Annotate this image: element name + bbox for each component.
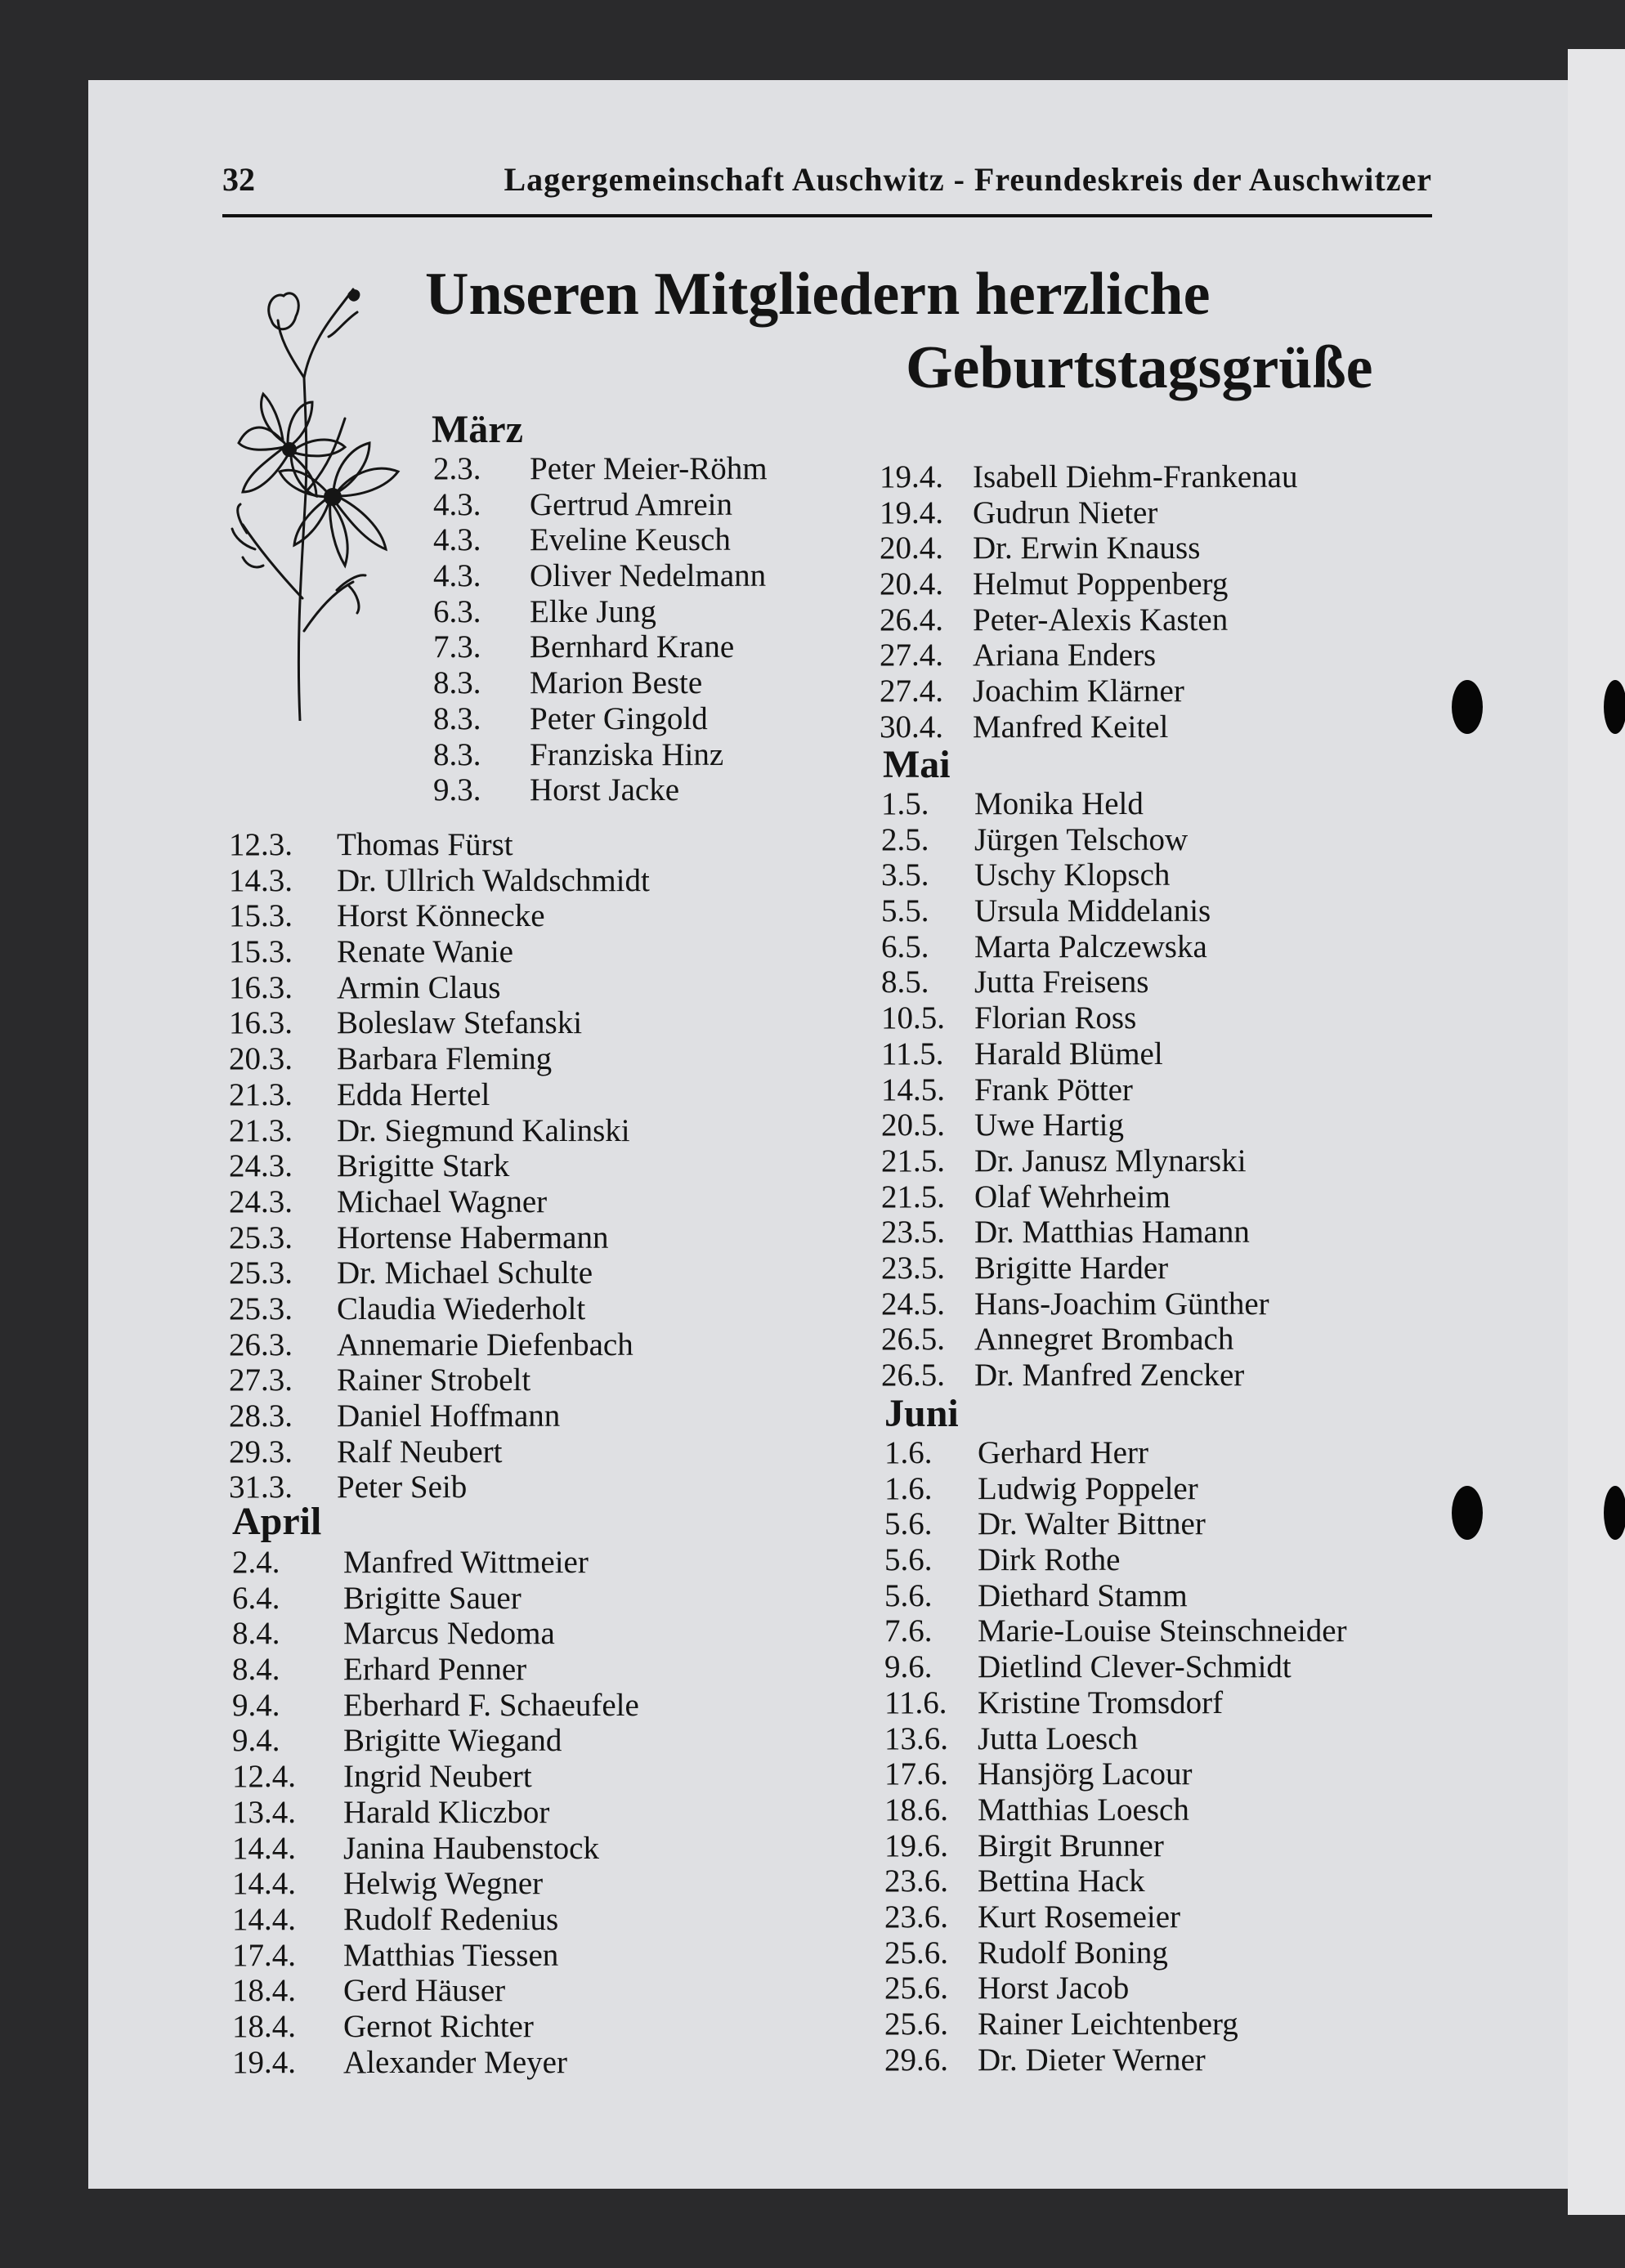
member-name: Isabell Diehm-Frankenau [973, 459, 1298, 494]
list-item [229, 1220, 850, 1256]
birthday-date: 2.3. [433, 451, 481, 486]
list-item [881, 1107, 1437, 1143]
birthday-date: 8.5. [881, 964, 929, 1000]
member-name: Jürgen Telschow [974, 821, 1189, 857]
list-item [884, 1756, 1440, 1792]
member-name: Jutta Freisens [974, 964, 1149, 1000]
member-name: Birgit Brunner [978, 1827, 1164, 1863]
list-item [229, 1041, 850, 1077]
list-item [884, 1685, 1440, 1721]
list-item [881, 1358, 1437, 1393]
birthday-date: 8.3. [433, 736, 481, 772]
member-name: Dr. Ullrich Waldschmidt [337, 862, 650, 898]
birthday-date: 27.4. [880, 637, 943, 673]
member-name: Brigitte Harder [974, 1250, 1169, 1286]
member-name: Rainer Strobelt [337, 1362, 531, 1398]
member-name: Peter Seib [337, 1470, 468, 1505]
month-heading-mai: Mai [883, 743, 951, 786]
birthday-date: 14.4. [232, 1901, 296, 1937]
list-item [884, 1613, 1440, 1649]
list-item [229, 1184, 850, 1220]
birthday-date: 20.3. [229, 1041, 293, 1077]
list-item [433, 522, 858, 558]
birthday-date: 23.6. [884, 1863, 948, 1899]
list-item [881, 1143, 1437, 1179]
member-name: Edda Hertel [337, 1076, 490, 1112]
member-name: Monika Held [974, 786, 1144, 821]
birthday-date: 30.4. [880, 709, 943, 745]
list-item [884, 1649, 1440, 1685]
birthday-date: 20.5. [881, 1107, 945, 1143]
birthday-date: 16.3. [229, 969, 293, 1005]
list-item [232, 2009, 853, 2045]
member-name: Ariana Enders [973, 637, 1157, 673]
birthday-date: 18.4. [232, 2008, 296, 2044]
birthday-date: 2.5. [881, 821, 929, 857]
list-item [229, 1005, 850, 1041]
page-title-line-1: Unseren Mitgliedern herzliche [425, 261, 1211, 328]
member-name: Elke Jung [530, 593, 656, 629]
birthday-date: 4.3. [433, 558, 481, 594]
birthday-date: 25.6. [884, 2006, 948, 2042]
birthday-date: 8.4. [232, 1652, 280, 1688]
birthday-date: 14.3. [229, 862, 293, 898]
birthday-date: 13.6. [884, 1720, 948, 1756]
list-item [884, 1542, 1440, 1578]
birthday-date: 9.4. [232, 1723, 280, 1759]
list-item [884, 1828, 1440, 1864]
list-item [881, 1286, 1437, 1322]
page-header [222, 155, 1432, 204]
member-name: Gerd Häuser [343, 1973, 506, 2009]
punch-hole-icon [1604, 1486, 1625, 1540]
birthday-date: 20.4. [880, 530, 943, 566]
birthday-date: 26.5. [881, 1322, 945, 1358]
birthday-date: 24.5. [881, 1286, 945, 1322]
member-name: Ralf Neubert [337, 1434, 503, 1470]
list-item [884, 2042, 1440, 2078]
list-item [229, 863, 850, 899]
member-name: Ludwig Poppeler [978, 1470, 1198, 1506]
member-name: Olaf Wehrheim [974, 1179, 1171, 1215]
list-item [433, 737, 858, 773]
birthday-date: 4.3. [433, 522, 481, 558]
member-name: Dietlind Clever-Schmidt [978, 1649, 1291, 1685]
member-name: Jutta Loesch [978, 1720, 1139, 1756]
member-name: Kurt Rosemeier [978, 1899, 1181, 1935]
birthday-date: 6.4. [232, 1580, 280, 1616]
member-name: Harald Kliczbor [343, 1794, 550, 1830]
list-item [880, 495, 1435, 531]
member-name: Gudrun Nieter [973, 494, 1158, 530]
member-name: Ingrid Neubert [343, 1759, 532, 1795]
member-name: Rudolf Boning [978, 1935, 1168, 1971]
list-item [232, 1902, 853, 1938]
birthday-date: 17.4. [232, 1937, 296, 1973]
punch-hole-icon [1604, 680, 1625, 734]
birthday-date: 28.3. [229, 1398, 293, 1434]
member-name: Peter-Alexis Kasten [973, 602, 1229, 637]
birthday-date: 5.6. [884, 1577, 933, 1613]
list-item [881, 1000, 1437, 1036]
member-name: Thomas Fürst [337, 827, 513, 862]
birthday-date: 26.4. [880, 602, 943, 637]
birthday-date: 26.5. [881, 1358, 945, 1393]
member-name: Matthias Loesch [978, 1792, 1189, 1827]
birthday-date: 20.4. [880, 566, 943, 602]
member-name: Hortense Habermann [337, 1219, 609, 1255]
birthday-date: 11.5. [881, 1036, 944, 1071]
list-item [880, 459, 1435, 495]
birthday-date: 26.3. [229, 1326, 293, 1362]
list-item [229, 898, 850, 934]
list-item [881, 1072, 1437, 1108]
birthday-date: 6.3. [433, 593, 481, 629]
list-item [232, 1973, 853, 2009]
member-name: Brigitte Sauer [343, 1580, 522, 1616]
member-name: Dirk Rothe [978, 1542, 1121, 1578]
birthday-date: 9.4. [232, 1687, 280, 1723]
list-item [881, 893, 1437, 929]
birthday-date: 24.3. [229, 1148, 293, 1184]
birthday-date: 25.6. [884, 1935, 948, 1971]
member-name: Diethard Stamm [978, 1577, 1188, 1613]
birthday-date: 17.6. [884, 1756, 948, 1792]
list-item [229, 1113, 850, 1149]
list-item [229, 827, 850, 863]
list-item [880, 602, 1435, 638]
member-name: Helmut Poppenberg [973, 566, 1229, 602]
member-name: Uschy Klopsch [974, 857, 1171, 893]
list-item [881, 786, 1437, 822]
birthday-list-april-right [880, 459, 1435, 745]
list-item [232, 1652, 853, 1688]
page-number: 32 [222, 161, 255, 198]
birthday-date: 6.5. [881, 928, 929, 964]
birthday-date: 29.6. [884, 2042, 948, 2078]
birthday-date: 19.6. [884, 1827, 948, 1863]
member-name: Dr. Janusz Mlynarski [974, 1143, 1247, 1179]
member-name: Annemarie Diefenbach [337, 1326, 633, 1362]
member-name: Dr. Manfred Zencker [974, 1358, 1245, 1393]
birthday-date: 14.4. [232, 1830, 296, 1866]
member-name: Michael Wagner [337, 1183, 548, 1219]
list-item [229, 1398, 850, 1434]
member-name: Marcus Nedoma [343, 1616, 555, 1652]
birthday-date: 18.4. [232, 1973, 296, 2009]
birthday-date: 13.4. [232, 1794, 296, 1830]
birthday-date: 23.5. [881, 1250, 945, 1286]
list-item [880, 673, 1435, 709]
month-heading-april: April [232, 1500, 322, 1543]
birthday-date: 23.5. [881, 1215, 945, 1250]
member-name: Boleslaw Stefanski [337, 1005, 583, 1041]
list-item [880, 637, 1435, 673]
birthday-date: 14.5. [881, 1071, 945, 1107]
member-name: Alexander Meyer [343, 2044, 567, 2080]
member-name: Manfred Keitel [973, 709, 1169, 745]
member-name: Annegret Brombach [974, 1322, 1234, 1358]
list-item [433, 558, 858, 594]
birthday-date: 7.3. [433, 629, 481, 665]
birthday-date: 24.3. [229, 1183, 293, 1219]
birthday-date: 5.5. [881, 893, 929, 929]
list-item [433, 594, 858, 630]
list-item [880, 709, 1435, 745]
list-item [884, 1863, 1440, 1899]
list-item [881, 822, 1437, 858]
month-heading-maerz: März [432, 408, 523, 451]
member-name: Hansjörg Lacour [978, 1756, 1193, 1792]
birthday-date: 9.3. [433, 772, 481, 808]
birthday-date: 9.6. [884, 1649, 933, 1685]
list-item [229, 1434, 850, 1470]
member-name: Florian Ross [974, 1000, 1137, 1036]
birthday-date: 25.6. [884, 1971, 948, 2006]
birthday-date: 5.6. [884, 1542, 933, 1578]
member-name: Marion Beste [530, 665, 703, 701]
birthday-date: 15.3. [229, 898, 293, 934]
member-name: Horst Könnecke [337, 898, 545, 934]
member-name: Peter Meier-Röhm [530, 451, 768, 486]
birthday-date: 23.6. [884, 1899, 948, 1935]
birthday-date: 21.3. [229, 1112, 293, 1148]
list-item [232, 1938, 853, 1974]
list-item [884, 1935, 1440, 1971]
birthday-date: 8.3. [433, 700, 481, 736]
birthday-date: 10.5. [881, 1000, 945, 1036]
birthday-date: 14.4. [232, 1866, 296, 1902]
list-item [884, 1435, 1440, 1471]
birthday-date: 2.4. [232, 1545, 280, 1580]
member-name: Matthias Tiessen [343, 1937, 559, 1973]
member-name: Oliver Nedelmann [530, 558, 767, 594]
list-item [433, 487, 858, 523]
member-name: Gertrud Amrein [530, 486, 733, 522]
member-name: Gernot Richter [343, 2008, 534, 2044]
list-item [232, 1759, 853, 1795]
list-item [229, 970, 850, 1006]
birthday-date: 25.3. [229, 1291, 293, 1326]
member-name: Kristine Tromsdorf [978, 1684, 1224, 1720]
birthday-date: 1.6. [884, 1470, 933, 1506]
adjacent-page-edge [1568, 49, 1625, 2215]
list-item [232, 1545, 853, 1581]
birthday-date: 1.5. [881, 786, 929, 821]
birthday-date: 27.3. [229, 1362, 293, 1398]
member-name: Armin Claus [337, 969, 501, 1005]
member-name: Daniel Hoffmann [337, 1398, 561, 1434]
birthday-date: 25.3. [229, 1255, 293, 1291]
member-name: Rainer Leichtenberg [978, 2006, 1238, 2042]
list-item [232, 1688, 853, 1724]
list-item [232, 1581, 853, 1617]
birthday-list-maerz-top [433, 451, 858, 808]
member-name: Dr. Erwin Knauss [973, 530, 1201, 566]
member-name: Joachim Klärner [973, 673, 1184, 709]
list-item [884, 1578, 1440, 1614]
list-item [881, 857, 1437, 893]
list-item [229, 1255, 850, 1291]
birthday-list-april-left [232, 1545, 853, 2080]
member-name: Hans-Joachim Günther [974, 1286, 1269, 1322]
member-name: Claudia Wiederholt [337, 1291, 586, 1326]
birthday-date: 19.4. [880, 494, 943, 530]
birthday-date: 29.3. [229, 1434, 293, 1470]
birthday-date: 3.5. [881, 857, 929, 893]
punch-hole-icon [1452, 1486, 1483, 1540]
member-name: Franziska Hinz [530, 736, 724, 772]
member-name: Frank Pötter [974, 1071, 1133, 1107]
member-name: Gerhard Herr [978, 1435, 1148, 1470]
birthday-date: 21.3. [229, 1076, 293, 1112]
list-item [881, 1179, 1437, 1215]
member-name: Eveline Keusch [530, 522, 731, 558]
member-name: Brigitte Stark [337, 1148, 510, 1184]
list-item [884, 1971, 1440, 2006]
member-name: Rudolf Redenius [343, 1901, 559, 1937]
list-item [884, 1721, 1440, 1757]
birthday-date: 8.4. [232, 1616, 280, 1652]
running-head: Lagergemeinschaft Auschwitz - Freundeskreis der Auschwitzer [504, 161, 1432, 198]
birthday-date: 16.3. [229, 1005, 293, 1041]
list-item [232, 1831, 853, 1867]
member-name: Horst Jacke [530, 772, 680, 808]
list-item [229, 1077, 850, 1113]
birthday-date: 18.6. [884, 1792, 948, 1827]
member-name: Eberhard F. Schaeufele [343, 1687, 639, 1723]
member-name: Marie-Louise Steinschneider [978, 1613, 1347, 1649]
list-item [884, 1792, 1440, 1828]
birthday-date: 7.6. [884, 1613, 933, 1649]
list-item [229, 934, 850, 970]
list-item [881, 1036, 1437, 1072]
list-item [881, 1322, 1437, 1358]
member-name: Erhard Penner [343, 1652, 527, 1688]
list-item [881, 929, 1437, 965]
list-item [232, 1723, 853, 1759]
punch-hole-icon [1452, 680, 1483, 734]
list-item [880, 566, 1435, 602]
member-name: Dr. Michael Schulte [337, 1255, 593, 1291]
member-name: Horst Jacob [978, 1971, 1130, 2006]
member-name: Peter Gingold [530, 700, 708, 736]
member-name: Dr. Matthias Hamann [974, 1215, 1250, 1250]
birthday-date: 27.4. [880, 673, 943, 709]
list-item [880, 530, 1435, 566]
list-item [232, 2045, 853, 2081]
birthday-date: 1.6. [884, 1435, 933, 1470]
member-name: Helwig Wegner [343, 1866, 544, 1902]
member-name: Renate Wanie [337, 934, 513, 970]
list-item [884, 1899, 1440, 1935]
list-item [232, 1616, 853, 1652]
list-item [229, 1362, 850, 1398]
member-name: Marta Palczewska [974, 928, 1207, 964]
member-name: Uwe Hartig [974, 1107, 1125, 1143]
list-item [232, 1795, 853, 1831]
month-heading-juni: Juni [884, 1392, 959, 1435]
list-item [881, 964, 1437, 1000]
birthday-date: 8.3. [433, 665, 481, 701]
list-item [884, 1471, 1440, 1507]
member-name: Manfred Wittmeier [343, 1545, 589, 1580]
list-item [229, 1327, 850, 1363]
member-name: Ursula Middelanis [974, 893, 1211, 929]
member-name: Dr. Dieter Werner [978, 2042, 1206, 2078]
list-item [433, 701, 858, 737]
birthday-list-juni [884, 1435, 1440, 2078]
member-name: Bernhard Krane [530, 629, 735, 665]
list-item [232, 1866, 853, 1902]
birthday-date: 5.6. [884, 1506, 933, 1542]
birthday-list-maerz-bottom [229, 827, 850, 1505]
birthday-date: 21.5. [881, 1143, 945, 1179]
birthday-date: 19.4. [232, 2044, 296, 2080]
member-name: Janina Haubenstock [343, 1830, 599, 1866]
list-item [884, 2006, 1440, 2042]
birthday-date: 12.3. [229, 827, 293, 862]
list-item [229, 1148, 850, 1184]
birthday-date: 4.3. [433, 486, 481, 522]
birthday-list-mai [881, 786, 1437, 1393]
birthday-date: 19.4. [880, 459, 943, 494]
birthday-date: 15.3. [229, 934, 293, 970]
page-title-line-2: Geburtstagsgrüße [906, 334, 1373, 401]
member-name: Dr. Siegmund Kalinski [337, 1112, 630, 1148]
list-item [881, 1215, 1437, 1250]
birthday-date: 11.6. [884, 1684, 947, 1720]
list-item [881, 1250, 1437, 1286]
member-name: Harald Blümel [974, 1036, 1163, 1071]
list-item [433, 772, 858, 808]
member-name: Brigitte Wiegand [343, 1723, 562, 1759]
flower-illustration-icon [214, 288, 410, 721]
list-item [884, 1506, 1440, 1542]
member-name: Dr. Walter Bittner [978, 1506, 1206, 1542]
birthday-date: 12.4. [232, 1759, 296, 1795]
list-item [433, 451, 858, 487]
list-item [433, 665, 858, 701]
header-rule [222, 214, 1432, 217]
member-name: Bettina Hack [978, 1863, 1145, 1899]
birthday-date: 25.3. [229, 1219, 293, 1255]
list-item [229, 1291, 850, 1327]
list-item [433, 629, 858, 665]
birthday-date: 31.3. [229, 1470, 293, 1505]
member-name: Barbara Fleming [337, 1041, 553, 1077]
list-item [229, 1470, 850, 1505]
birthday-date: 21.5. [881, 1179, 945, 1215]
